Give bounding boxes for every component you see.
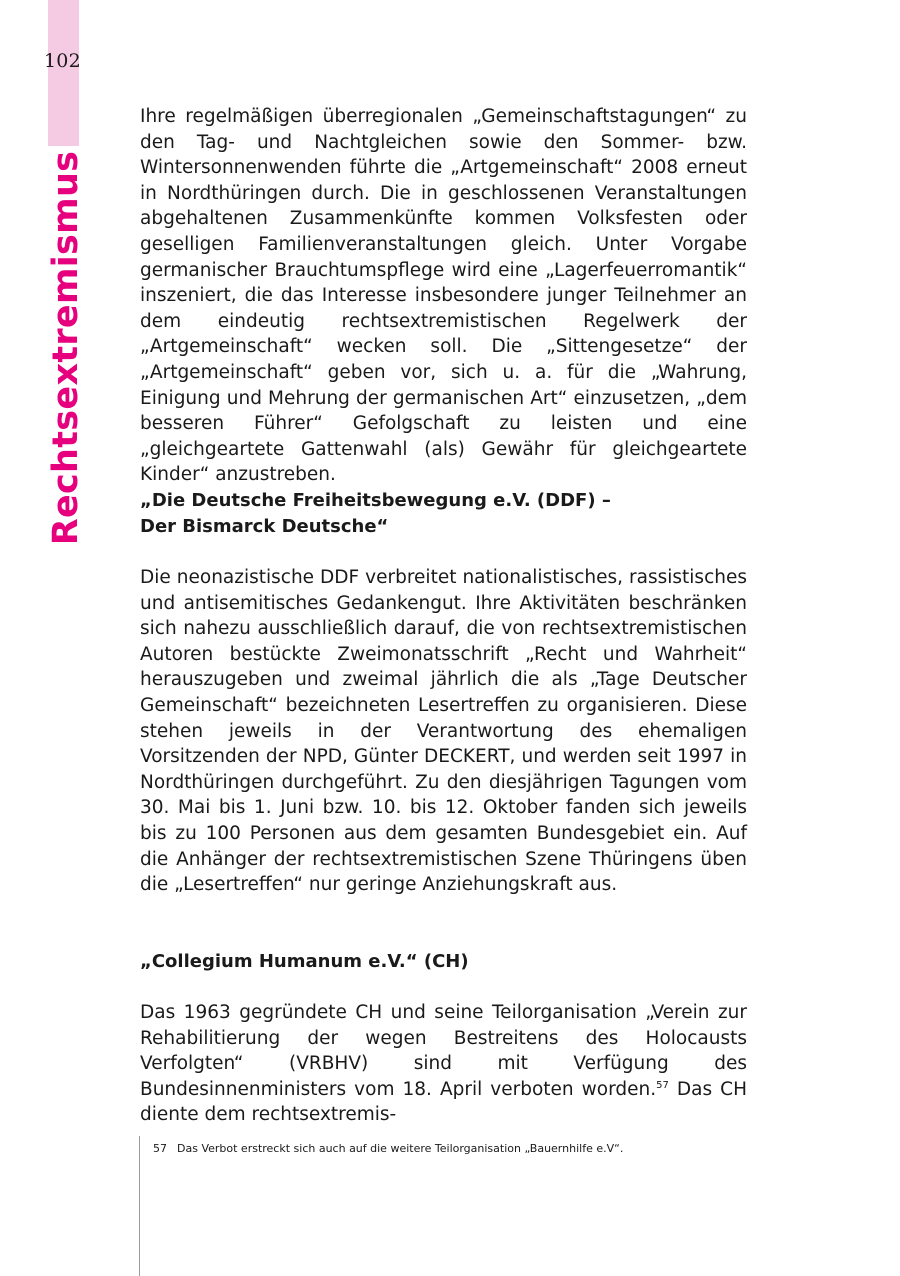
section-heading-collegium-humanum: „Collegium Humanum e.V.“ (CH): [140, 951, 469, 972]
body-paragraph-ddf: Die neonazistische DDF verbreitet nationalistisches, rassistisches und antisemitisches Gedankengut. Ihre Aktivitäten beschränken sich nahezu ausschließlich darauf, die von rechtsextremistischen Autoren bestückte Zweimonatsschrift „Recht und Wahrheit“ herauszugeben und zweimal jährlich die als „Tage Deutscher Gemeinschaft“ bezeichneten Lesertreffen zu organisieren. Diese stehen jeweils in der Verantwortung des ehemaligen Vorsitzenden der NPD, Günter DECKERT, und werden seit 1997 in Nordthüringen durchgeführt. Zu den diesjährigen Tagungen vom 30. Mai bis 1. Juni bzw. 10. bis 12. Oktober fanden sich jeweils bis zu 100 Personen aus dem gesamten Bundesgebiet ein. Auf die Anhänger der rechtsextremistischen Szene Thüringens üben die „Lesertreffen“ nur geringe Anziehungskraft aus.: [140, 567, 747, 896]
paragraph-text-after-ref: Das CH diente dem rechtsextremis-: [140, 1078, 747, 1126]
footnote-text: Das Verbot erstreckt sich auch auf die weitere Teilorganisation „Bauernhilfe e.V“.: [177, 1142, 624, 1155]
main-content: [140, 104, 747, 1126]
body-paragraph-artgemeinschaft: Ihre regelmäßigen überregionalen „Gemeinschaftstagungen“ zu den Tag- und Nachtgleichen sowie den Sommer- bzw. Wintersonnenwenden führte die „Artgemeinschaft“ 2008 erneut in Nordthüringen durch. Die in geschlossenen Veranstaltungen abgehaltenen Zusammenkünfte kommen Volksfesten oder geselligen Familienveranstaltungen gleich. Unter Vorgabe germanischer Brauchtumspflege wird eine „Lagerfeuerromantik“ inszeniert, die das Interesse insbesondere junger Teilnehmer an dem eindeutig rechtsextremistischen Regelwerk der „Artgemeinschaft“ wecken soll. Die „Sittengesetze“ der „Artgemeinschaft“ geben vor, sich u. a. für die „Wahrung, Einigung und Mehrung der germanischen Art“ einzusetzen, „dem besseren Führer“ Gefolgschaft zu leisten und eine „gleichgeartete Gattenwahl (als) Gewähr für gleichgeartete Kinder“ anzustreben.: [140, 106, 747, 486]
footnote-reference[interactable]: 57: [656, 1079, 669, 1091]
paragraph-text-before-ref: Das 1963 gegründete CH und seine Teilorganisation „Verein zur Rehabilitierung der wegen Bestreitens des Holocausts Verfolgten“ (VRBHV) sind mit Verfügung des Bundesinnenministers vom 18. April verboten worden.: [140, 1002, 747, 1100]
section-heading-ddf-line-2: Der Bismarck Deutsche“: [140, 515, 389, 537]
page-number: 102: [44, 50, 81, 72]
section-color-band: [48, 0, 79, 146]
section-side-title: Rechtsextremismus: [46, 150, 86, 546]
footnote: [153, 1141, 623, 1157]
section-heading-ddf-line-1: „Die Deutsche Freiheitsbewegung e.V. (DDF) –: [140, 490, 611, 511]
footnote-divider: [139, 1136, 140, 1276]
footnote-number: 57: [153, 1142, 167, 1155]
body-paragraph-collegium-humanum: [140, 1000, 747, 1128]
section-heading-ddf: [140, 488, 747, 539]
